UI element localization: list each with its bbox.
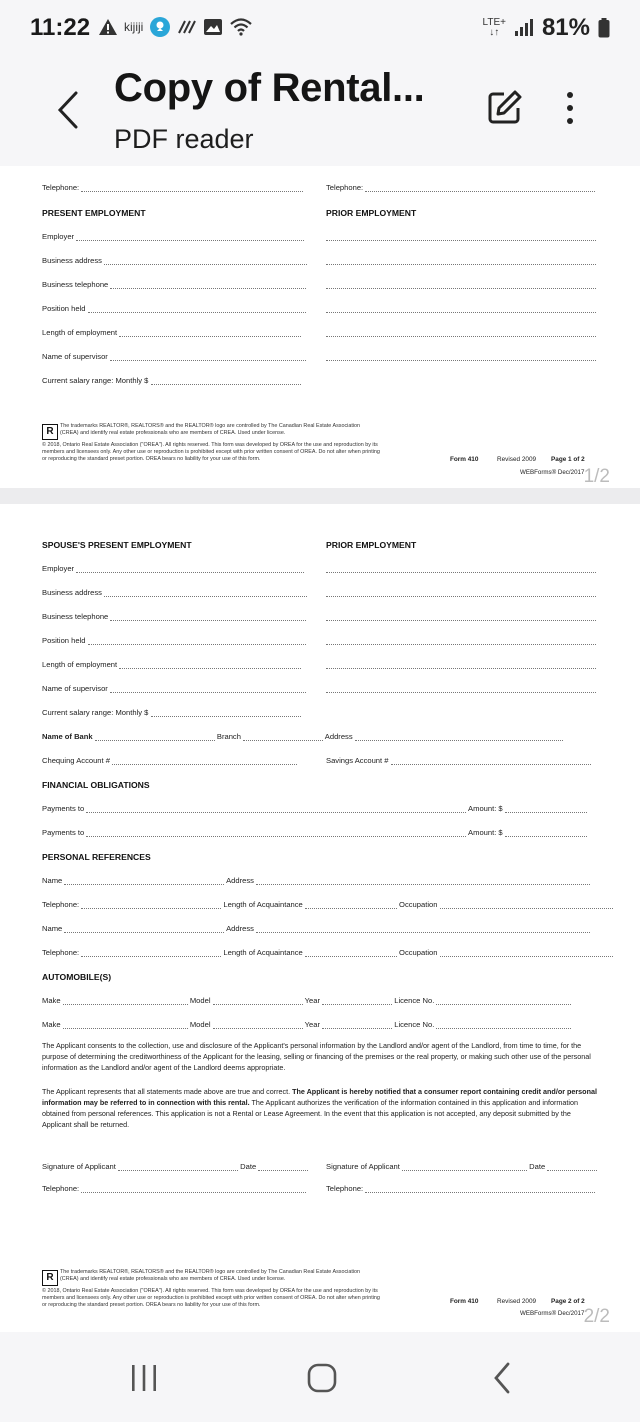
field-row: Employer xyxy=(42,564,304,573)
revised-date: Revised 2009 xyxy=(497,1298,537,1305)
copyright-notice: © 2018, Ontario Real Estate Association ("OREA"). All rights reserved. This form was developed by OREA for the use and reproduction by its members and licensees only. Any other use or reproduction is prohibited except with prior written consent of OREA. Do not alter when printing or reproducing the standard preset portion. OREA bears no liability for your use of this form. xyxy=(42,1288,380,1308)
network-type: LTE+ ↓↑ xyxy=(482,17,506,38)
trademark-notice: The trademarks REALTOR®, REALTORS® and the REALTOR® logo are controlled by The Canadian Real Estate Association (CREA) and identify real estate professionals who are members of CREA. Used under license. xyxy=(60,423,361,436)
field-row: Name of supervisor xyxy=(42,352,306,361)
recent-apps-icon xyxy=(129,1363,159,1393)
app-bar xyxy=(0,58,640,166)
system-indicators xyxy=(483,14,610,42)
reference-name-row: Name Address xyxy=(42,924,590,933)
navigation-bar xyxy=(0,1332,640,1422)
gallery-icon xyxy=(203,18,223,36)
page-indicator: 1/2 xyxy=(583,466,610,487)
back-button[interactable] xyxy=(48,88,88,132)
trademark-notice: The trademarks REALTOR®, REALTORS® and the REALTOR® logo are controlled by The Canadian Real Estate Association (CREA) and identify real estate professionals who are members of CREA. Used under license. xyxy=(60,1269,361,1282)
form-number: Form 410 xyxy=(450,1298,479,1305)
reference-name-row: Name Address xyxy=(42,876,590,885)
field-row: Employer xyxy=(42,232,304,241)
automobile-row: Make Model Year Licence No. xyxy=(42,996,571,1005)
notification-icons xyxy=(98,16,253,38)
field-row: Business address xyxy=(42,588,307,597)
savings-row: Savings Account # xyxy=(326,756,591,765)
data-saver-icon xyxy=(177,19,197,35)
wifi-icon xyxy=(229,17,253,37)
status-bar xyxy=(0,0,640,58)
automobile-row: Make Model Year Licence No. xyxy=(42,1020,571,1029)
field-row: Business telephone xyxy=(42,612,306,621)
prior-employment-heading: PRIOR EMPLOYMENT xyxy=(326,208,417,218)
field-row: Name of supervisor xyxy=(42,684,306,693)
pdf-page-1 xyxy=(0,166,640,488)
field-row: Position held xyxy=(42,304,306,313)
field-row: Business telephone xyxy=(42,280,306,289)
prior-field-row xyxy=(326,304,596,313)
prior-field-row xyxy=(326,684,596,693)
battery-level: 81% xyxy=(541,14,590,41)
personal-references-heading: PERSONAL REFERENCES xyxy=(42,852,151,862)
back-nav-button[interactable] xyxy=(480,1356,524,1400)
prior-field-row xyxy=(326,280,596,289)
home-button[interactable] xyxy=(300,1356,344,1400)
payments-row: Payments to Amount: $ xyxy=(42,804,587,813)
signature-right-row: Signature of Applicant Date xyxy=(326,1162,597,1171)
field-row: Length of employment xyxy=(42,660,301,669)
copyright-notice: © 2018, Ontario Real Estate Association ("OREA"). All rights reserved. This form was developed by OREA for the use and reproduction by its members and licensees only. Any other use or reproduction is prohibited except with prior written consent of OREA. Do not alter when printing or reproducing the standard preset portion. OREA bears no liability for your use of this form. xyxy=(42,442,380,462)
battery-icon xyxy=(598,18,610,38)
automobiles-heading: AUTOMOBILE(S) xyxy=(42,972,112,982)
prior-field-row xyxy=(326,352,596,361)
telephone-right-row: Telephone: xyxy=(326,183,595,192)
prior-field-row xyxy=(326,328,596,337)
prior-field-row xyxy=(326,636,596,645)
page-number: Page 2 of 2 xyxy=(551,1298,585,1305)
clock: 11:22 xyxy=(30,14,91,41)
edit-button[interactable] xyxy=(484,88,524,128)
webforms-label: WEBForms® Dec/2017 xyxy=(520,1310,585,1317)
pdf-viewer[interactable] xyxy=(0,166,640,1332)
financial-obligations-heading: FINANCIAL OBLIGATIONS xyxy=(42,780,150,790)
payments-row: Payments to Amount: $ xyxy=(42,828,587,837)
telephone-right-row: Telephone: xyxy=(326,1184,595,1193)
more-options-button[interactable] xyxy=(556,88,584,128)
prior-employment-heading: PRIOR EMPLOYMENT xyxy=(326,540,417,550)
app-subtitle: PDF reader xyxy=(114,124,254,154)
page-number: Page 1 of 2 xyxy=(551,456,585,463)
salary-row: Current salary range: Monthly $ xyxy=(42,708,301,717)
field-row: Length of employment xyxy=(42,328,301,337)
kijiji-icon: kijiji xyxy=(124,20,144,34)
prior-field-row xyxy=(326,564,596,573)
telephone-left-row: Telephone: xyxy=(42,1184,306,1193)
pdf-page-2 xyxy=(0,504,640,1332)
location-app-icon xyxy=(149,16,171,38)
bank-row: Name of Bank Branch Address xyxy=(42,732,563,741)
recent-apps-button[interactable] xyxy=(122,1356,166,1400)
present-employment-heading: PRESENT EMPLOYMENT xyxy=(42,208,146,218)
reference-phone-row: Telephone: Length of Acquaintance Occupation xyxy=(42,900,613,909)
prior-field-row xyxy=(326,612,596,621)
document-title: Copy of Rental... xyxy=(114,66,425,110)
chequing-row: Chequing Account # xyxy=(42,756,297,765)
prior-field-row xyxy=(326,232,596,241)
revised-date: Revised 2009 xyxy=(497,456,537,463)
edit-icon xyxy=(484,88,524,128)
more-vertical-icon xyxy=(556,88,584,128)
field-row: Business address xyxy=(42,256,307,265)
prior-field-row xyxy=(326,256,596,265)
spouse-employment-heading: SPOUSE'S PRESENT EMPLOYMENT xyxy=(42,540,192,550)
consent-paragraph: The Applicant consents to the collection, use and disclosure of the Applicant's personal information by the Landlord and/or agent of the Landlord, from time to time, for the purpose of determining the creditworthiness of the Applicant for the leasing, selling or financing of the premises or the real property, or making such other use of the personal information as the Landlord and/or agent of the Landlord deems appropriate. xyxy=(42,1041,591,1072)
back-arrow-icon xyxy=(57,91,79,129)
field-row: Position held xyxy=(42,636,306,645)
prior-field-row xyxy=(326,588,596,597)
realtor-logo: R xyxy=(42,424,58,440)
reference-phone-row: Telephone: Length of Acquaintance Occupation xyxy=(42,948,613,957)
signature-left-row: Signature of Applicant Date xyxy=(42,1162,308,1171)
representation-paragraph: The Applicant represents that all statements made above are true and correct. The Applicant is hereby notified that a consumer report containing credit and/or personal information may be referred to in connection with this rental. The Applicant authorizes the verification of the information contained in this application and information obtained from personal references. This application is not a Rental or Lease Agreement. In the event that this application is not accepted, any deposit submitted by the Applicant shall be returned. xyxy=(42,1087,597,1129)
back-nav-icon xyxy=(491,1361,513,1395)
realtor-logo: R xyxy=(42,1270,58,1286)
signal-icon xyxy=(514,19,534,37)
salary-row: Current salary range: Monthly $ xyxy=(42,376,301,385)
page-indicator: 2/2 xyxy=(583,1306,610,1327)
warning-icon xyxy=(98,18,118,36)
webforms-label: WEBForms® Dec/2017 xyxy=(520,469,585,476)
form-number: Form 410 xyxy=(450,456,479,463)
prior-field-row xyxy=(326,660,596,669)
home-icon xyxy=(306,1362,338,1394)
telephone-left-row: Telephone: xyxy=(42,183,303,192)
